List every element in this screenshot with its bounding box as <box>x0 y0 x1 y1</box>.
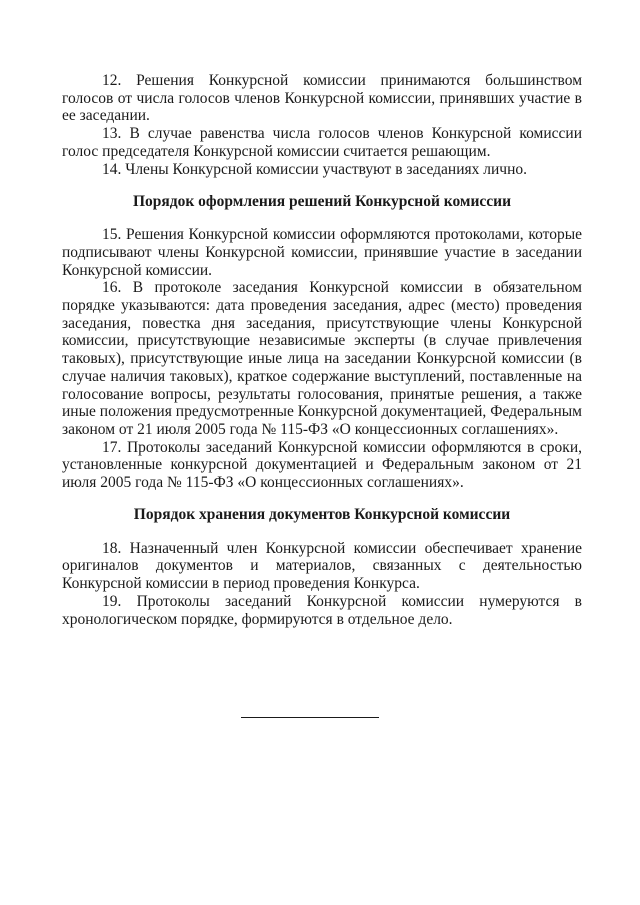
section-heading-storage: Порядок хранения документов Конкурсной комиссии <box>133 505 511 523</box>
section-heading-decisions: Порядок оформления решений Конкурсной комиссии <box>132 193 512 211</box>
paragraph-15: 15. Решения Конкурсной комиссии оформляются протоколами, которые подписывают члены Конкурсной комиссии, принявшие участие в заседании Конкурсной комиссии. <box>62 226 582 279</box>
paragraph-17: 17. Протоколы заседаний Конкурсной комиссии оформляются в сроки, установленные конкурсной документацией и Федеральным законом от 21 июля 2005 года № 115-ФЗ «О концессионных соглашениях». <box>62 438 582 492</box>
paragraph-19: 19. Протоколы заседаний Конкурсной комиссии нумеруются в хронологическом порядке, формируются в отдельное дело. <box>62 592 582 628</box>
paragraph-18: 18. Назначенный член Конкурсной комиссии обеспечивает хранение оригиналов документов и материалов, связанных с деятельностью Конкурсной комиссии в период проведения Конкурса. <box>62 539 582 593</box>
document-page <box>62 72 582 628</box>
paragraph-16: 16. В протоколе заседания Конкурсной комиссии в обязательном порядке указываются: дата проведения заседания, адрес (место) проведения заседания, повестка дня заседания, присутствующие члены Конкурсной комиссии, присутствующие независимые эксперты (в случае привлечения таковых), присутствующие иные лица на заседании Конкурсной комиссии (в случае наличия таковых), краткое содержание выступлений, поставленные на голосование вопросы, результаты голосования, принятые решения, а также иные положения предусмотренные Конкурсной документацией, Федеральным законом от 21 июля 2005 года № 115-ФЗ «О концессионных соглашениях». <box>62 279 582 438</box>
end-divider-line <box>241 717 379 718</box>
paragraph-13: 13. В случае равенства числа голосов членов Конкурсной комиссии голос председателя Конкурсной комиссии считается решающим. <box>62 125 582 160</box>
paragraph-12: 12. Решения Конкурсной комиссии принимаются большинством голосов от числа голосов членов Конкурсной комиссии, принявших участие в ее заседании. <box>62 72 582 125</box>
paragraph-14: 14. Члены Конкурсной комиссии участвуют в заседаниях лично. <box>102 160 528 178</box>
